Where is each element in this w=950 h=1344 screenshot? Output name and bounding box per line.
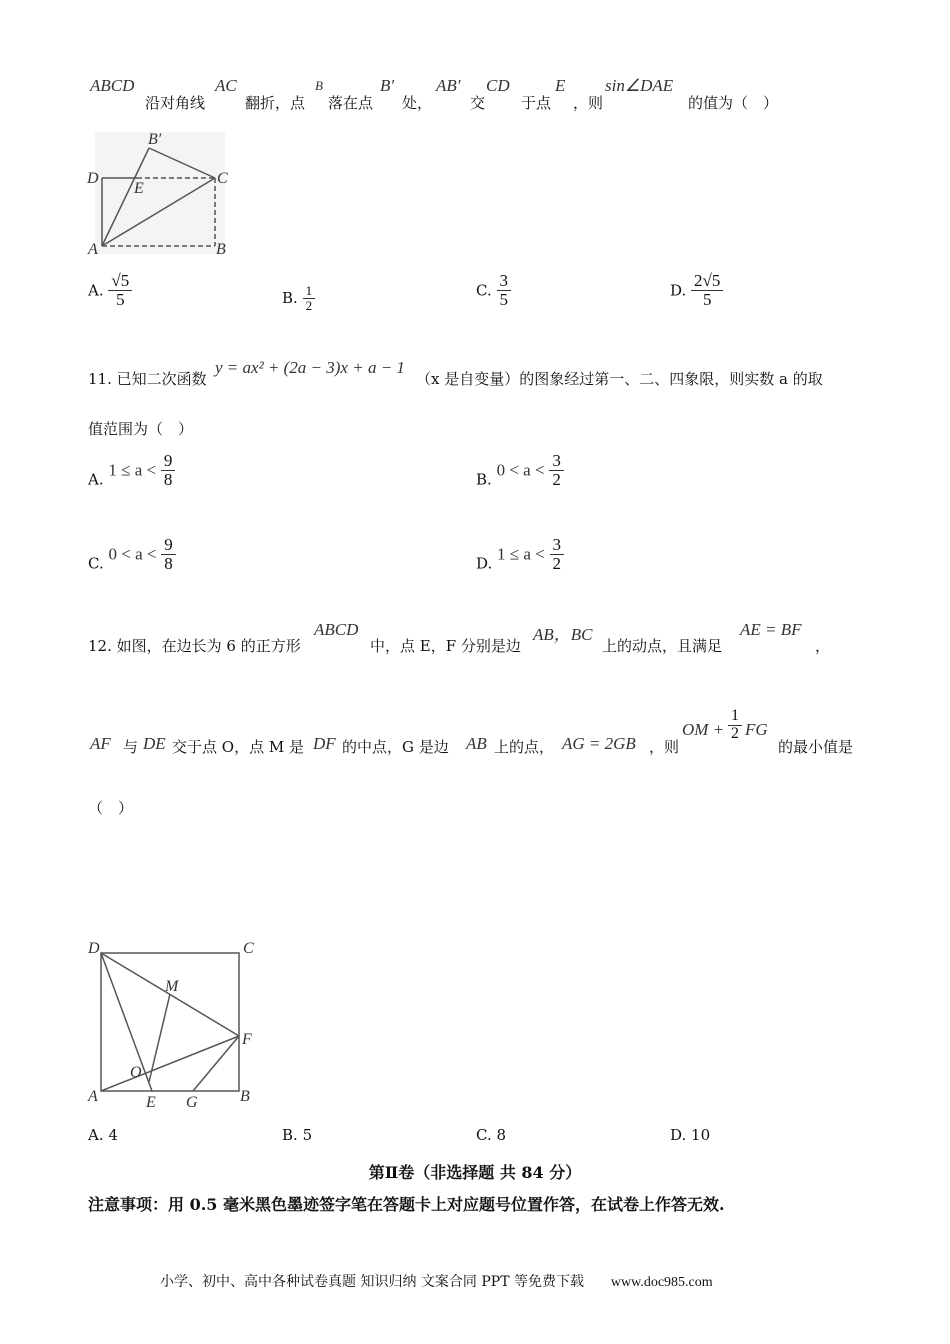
q10-text: 于点 [521,94,552,112]
q12-option-c[interactable] [476,1126,506,1144]
q12-text: 与 [123,738,139,756]
q12-option-b[interactable] [282,1126,312,1144]
option-letter: A. [88,281,104,300]
option-denominator: 5 [108,290,132,309]
q10-option-d[interactable] [670,272,723,309]
option-denominator: 8 [161,554,176,573]
option-numerator: 2√5 [694,271,721,290]
q12-text: 上的动点，且满足 [602,637,723,655]
option-denominator: 2 [549,470,564,489]
q12-fig-label: A [88,1088,98,1105]
option-numerator: √5 [111,271,130,290]
q12-fig-label: D [88,940,100,957]
q12-math-ab-bc: AB，BC [533,625,593,644]
option-denominator: 8 [161,470,176,489]
option-letter: C. [88,554,104,573]
q11-line2: 值范围为（ ） [88,420,194,438]
option-value: 5 [302,1126,313,1144]
q10-fig-label: B′ [148,131,162,148]
section-title: 第Ⅱ卷（非选择题 共 84 分） [368,1163,582,1182]
q10-math-abcd: ABCD [90,76,135,95]
q10-fig-label: D [87,170,99,187]
q10-text: 沿对角线 [145,94,206,112]
q12-fig-label: F [242,1031,252,1048]
option-letter: D. [670,281,687,300]
q12-text: ， [815,637,831,655]
q12-fig-label: G [186,1094,198,1111]
option-expression: 0 < a < [108,544,157,564]
q10-fig-label: A [88,241,98,258]
q12-text: ，则 [649,738,680,756]
option-expression: 0 < a < [496,460,545,480]
q12-fig-label: B [240,1088,250,1105]
q10-text: 落在点 [328,94,374,112]
option-letter: C. [476,281,492,300]
option-letter: B. [282,1126,298,1144]
q10-math-e: E [555,76,566,95]
option-numerator: 1 [305,283,313,298]
option-value: 10 [691,1126,711,1144]
q12-math-df: DF [313,734,336,753]
option-letter: B. [476,470,492,489]
q12-option-a[interactable] [88,1126,118,1144]
q10-fig-label: C [217,170,228,187]
q12-figure [82,938,268,1113]
q10-math-sin: sin∠DAE [605,76,674,95]
q11-option-b[interactable] [476,452,564,489]
q11-lead: 11. 已知二次函数 [88,370,207,388]
option-numerator: 9 [164,535,173,554]
q12-fig-label: O [130,1064,142,1081]
q10-fig-label: E [134,180,144,197]
q10-text: 交 [470,94,486,112]
q10-math-cd: CD [486,76,510,95]
q12-math-fg: FG [745,720,768,739]
option-denominator: 5 [497,290,512,309]
q10-math-b: B [315,78,323,93]
option-letter: D. [476,554,493,573]
q12-fig-label: M [165,978,179,995]
q12-text: 中，点 E，F 分别是边 [370,637,521,655]
q10-option-b[interactable] [282,284,315,312]
q12-half [728,708,742,743]
q10-text: 处， [402,94,433,112]
q10-text: 翻折，点 [245,94,306,112]
q11-formula: y = ax² + (2a − 3)x + a − 1 [215,358,405,377]
q10-figure [85,128,245,260]
q10-text: 的值为（ ） [688,94,779,112]
option-denominator: 2 [303,298,316,313]
q12-text: （ ） [88,799,134,817]
q10-fig-label: B [216,241,226,258]
option-denominator: 2 [550,554,565,573]
option-expression: 1 ≤ a < [497,544,545,564]
option-letter: C. [476,1126,492,1144]
option-letter: A. [88,470,104,489]
option-numerator: 3 [552,451,561,470]
q12-math-af: AF [90,734,111,753]
option-letter: B. [282,289,298,308]
option-value: 8 [496,1126,507,1144]
option-letter: A. [88,1126,104,1144]
q12-math-ae-bf: AE = BF [740,620,802,639]
option-value: 4 [108,1126,118,1144]
q12-option-d[interactable] [670,1126,710,1144]
footer-text: 小学、初中、高中各种试卷真题 知识归纳 文案合同 PPT 等免费下载 [160,1274,584,1290]
option-numerator: 9 [163,451,173,470]
section-notice: 注意事项：用 0.5 毫米黑色墨迹签字笔在答题卡上对应题号位置作答，在试卷上作答无效. [88,1195,725,1214]
q11-option-a[interactable] [88,452,175,489]
fraction-numerator: 1 [731,707,739,724]
q10-math-abp: AB′ [436,76,461,95]
q12-fig-label: C [243,940,254,957]
footer [160,1271,713,1291]
q12-math-ab: AB [466,734,487,753]
option-denominator: 5 [691,290,723,309]
q11-tail: （x 是自变量）的图象经过第一、二、四象限，则实数 a 的取 [416,370,823,388]
q12-text: 12. 如图，在边长为 6 的正方形 [88,637,301,655]
option-numerator: 3 [499,271,508,290]
q10-option-c[interactable] [476,272,511,309]
footer-url[interactable]: www.doc985.com [610,1275,713,1290]
q10-option-a[interactable] [88,272,132,309]
option-numerator: 3 [552,535,562,554]
q10-text: ，则 [573,94,604,112]
q12-text: 的中点，G 是边 [342,738,449,756]
q12-math-om: OM + [682,720,725,739]
q12-math-de: DE [143,734,166,753]
q12-math-abcd: ABCD [314,620,359,639]
q12-text: 交于点 O，点 M 是 [172,738,304,756]
fraction-denominator: 2 [728,725,742,743]
q12-text: 上的点， [494,738,555,756]
q10-math-ac: AC [215,76,237,95]
q11-option-d[interactable] [476,536,564,573]
q11-option-c[interactable] [88,536,176,573]
q12-text: 的最小值是 [778,738,854,756]
option-letter: D. [670,1126,687,1144]
q12-fig-label: E [146,1094,156,1111]
q12-math-ag: AG = 2GB [562,734,636,753]
option-expression: 1 ≤ a < [108,460,157,480]
q10-math-bp: B′ [380,76,395,95]
